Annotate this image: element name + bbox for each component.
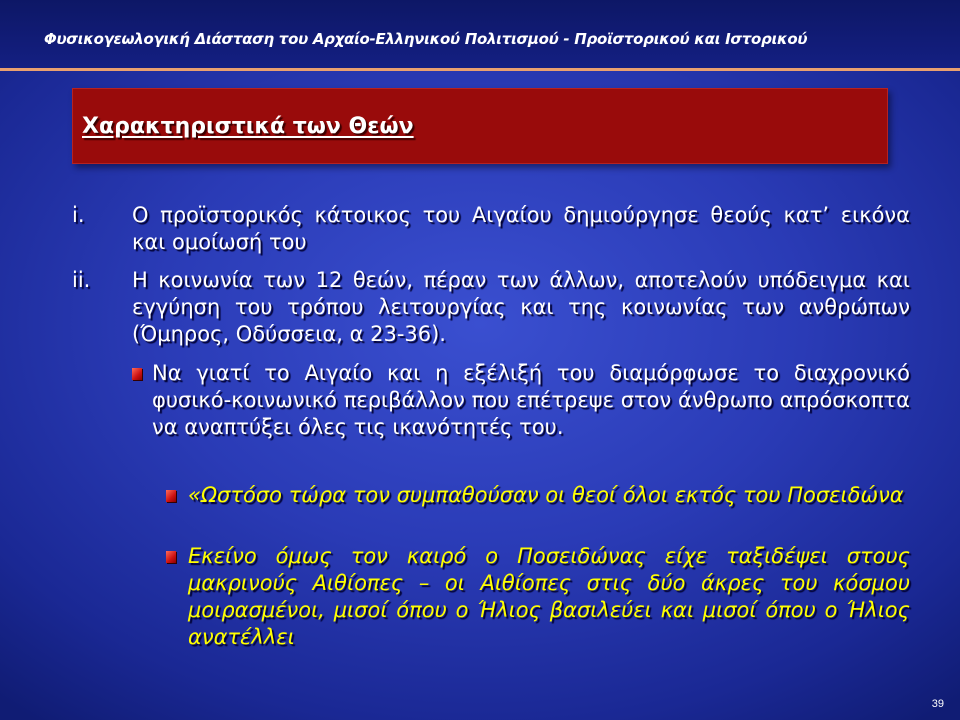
bullet-paragraph: Να γιατί το Αιγαίο και η εξέλιξή του διαμόρφωσε το διαχρονικό φυσικό-κοινωνικό περιβάλλον που επέτρεψε στον άνθρωπο απρόσκοπτα να αναπτύξει όλες τις ικανότητές του.	[152, 361, 910, 439]
numbered-item-1: Ο προϊστορικός κάτοικος του Αιγαίου δημιούργησε θεούς κατ’ εικόνα και ομοίωσή του	[132, 203, 910, 254]
numbered-item-2: Η κοινωνία των 12 θεών, πέραν των άλλων, αποτελούν υπόδειγμα και εγγύηση του τρόπου λειτουργίας και της κοινωνίας των ανθρώπων (Όμηρος, Οδύσσεια, α 23-36).	[132, 268, 910, 346]
square-bullet-icon	[166, 490, 176, 502]
quote-paragraph-2: Εκείνο όμως τον καιρό ο Ποσειδώνας είχε ταξιδέψει στους μακρινούς Αιθίοπες – οι Αιθίοπες στις δύο άκρες του κόσμου μοιρασμένοι, μισοί όπου ο Ήλιος βασιλεύει και μισοί όπου ο Ήλιος ανατέλλει	[188, 544, 910, 649]
page-number: 39	[931, 698, 944, 710]
quote-paragraph-1: «Ωστόσο τώρα τον συμπαθούσαν οι θεοί όλοι εκτός του Ποσειδώνα	[188, 483, 904, 507]
header-title: Φυσικογεωλογική Διάσταση του Αρχαίο-Ελληνικού Πολιτισμού - Προϊστορικού και Ιστορικού	[44, 30, 808, 48]
slide-title: Χαρακτηριστικά των Θεών	[82, 114, 414, 139]
square-bullet-icon	[166, 551, 176, 563]
item-marker-2: ii.	[72, 268, 91, 292]
item-marker-1: i.	[72, 203, 85, 227]
square-bullet-icon	[132, 368, 142, 380]
